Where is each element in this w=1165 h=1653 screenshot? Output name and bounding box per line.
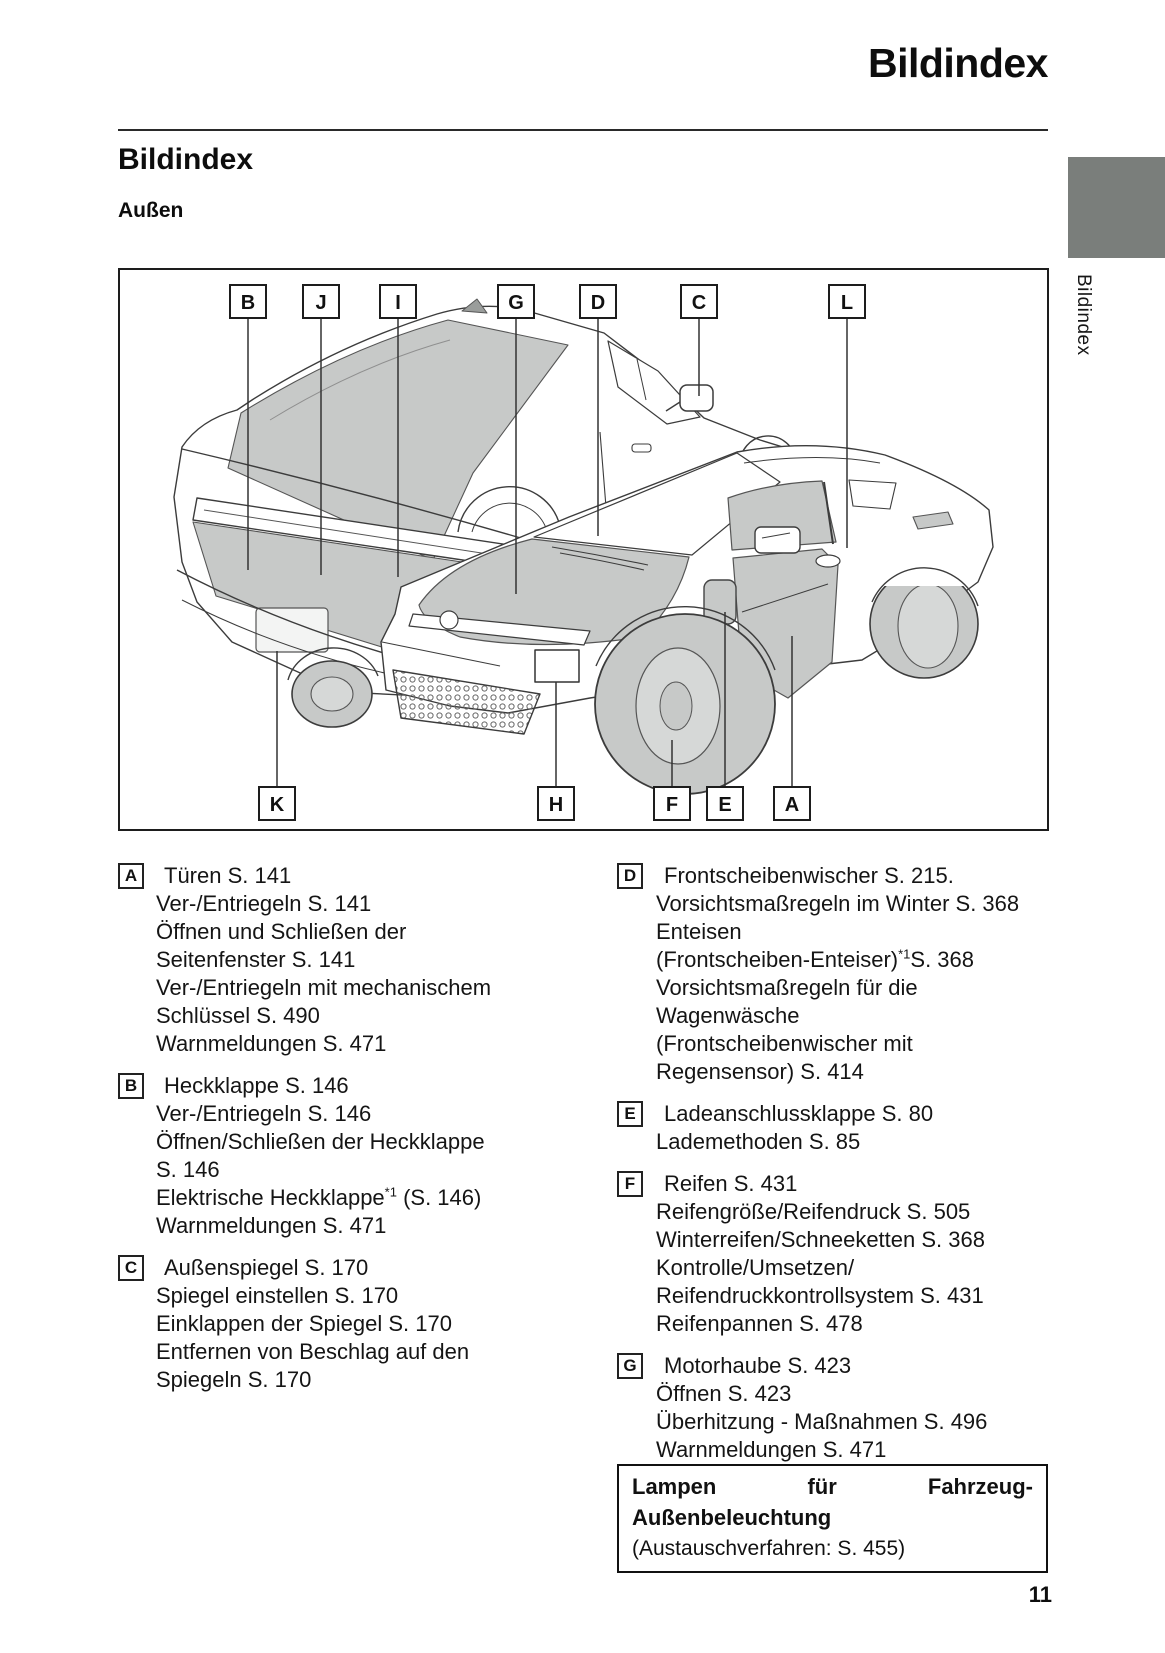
- callout-letter-F: F: [665, 794, 679, 816]
- rear-car-door-handle: [632, 444, 651, 452]
- callout-letter-I: I: [395, 292, 401, 314]
- entry-line: Öffnen/Schließen der Heckklappe: [156, 1129, 485, 1154]
- index-entry-A: [118, 862, 578, 1058]
- front-door-handle: [816, 555, 840, 567]
- index-entry-E: [617, 1100, 1057, 1156]
- footnote-marker: *1: [898, 946, 911, 962]
- note-line-3: (Austauschverfahren: S. 455): [632, 1537, 906, 1560]
- page-title: Bildindex: [867, 40, 1048, 86]
- entry-line: Überhitzung - Maßnahmen S. 496: [656, 1409, 988, 1434]
- callout-letter-G: G: [508, 292, 524, 314]
- entry-line: Winterreifen/Schneeketten S. 368: [656, 1227, 985, 1252]
- entry-line: Schlüssel S. 490: [156, 1003, 320, 1028]
- entry-line-with-footnote: Elektrische Heckklappe$^{*1}$ (S. 146): [156, 1184, 482, 1210]
- entry-line: Reifengröße/Reifendruck S. 505: [656, 1199, 971, 1224]
- callout-letter-K: K: [269, 794, 285, 816]
- callout-letter-J: J: [315, 292, 327, 314]
- rear-car-mirror: [680, 385, 713, 411]
- entry-line: Einklappen der Spiegel S. 170: [156, 1311, 452, 1336]
- entry-line: Öffnen und Schließen der: [156, 919, 407, 944]
- entry-line: Regensensor) S. 414: [656, 1059, 864, 1084]
- chapter-tab-marker: [1068, 157, 1165, 258]
- car-diagram-svg: [120, 270, 1047, 829]
- index-entry-B: [118, 1072, 578, 1240]
- entry-line: Lademethoden S. 85: [656, 1129, 861, 1154]
- brand-logo: [440, 611, 458, 629]
- callout-letter-B: B: [240, 292, 256, 314]
- entry-title: Heckklappe S. 146: [164, 1073, 349, 1098]
- index-column-left: [118, 862, 578, 1408]
- entry-title: Reifen S. 431: [664, 1171, 798, 1196]
- license-plate-recess: [256, 608, 328, 652]
- front-hub: [660, 682, 692, 730]
- exterior-overview-diagram: [118, 268, 1049, 831]
- subsection-heading: Außen: [118, 199, 184, 222]
- entry-line: Wagenwäsche: [656, 1003, 800, 1028]
- header-divider: [118, 129, 1048, 131]
- section-heading: Bildindex: [118, 143, 254, 176]
- front-car-mirror: [755, 527, 800, 553]
- index-column-right: [617, 862, 1057, 1478]
- index-entry-G: [617, 1352, 1057, 1464]
- entry-letter-G: G: [617, 1353, 643, 1379]
- note-line-2: Außenbeleuchtung: [632, 1505, 832, 1530]
- entry-line: Enteisen: [656, 919, 742, 944]
- callout-letter-D: D: [590, 292, 606, 314]
- entry-line: Ver-/Entriegeln S. 141: [156, 891, 372, 916]
- quarter-glass: [849, 480, 896, 509]
- entry-title: Motorhaube S. 423: [664, 1353, 852, 1378]
- entry-letter-A: A: [118, 863, 144, 889]
- entry-title: Frontscheibenwischer S. 215.: [664, 863, 954, 888]
- callout-letter-E: E: [718, 794, 732, 816]
- entry-line: Vorsichtsmaßregeln für die: [656, 975, 918, 1000]
- callout-letter-C: C: [691, 292, 707, 314]
- callout-letter-H: H: [548, 794, 564, 816]
- page-number: 11: [1028, 1582, 1052, 1607]
- entry-title: Ladeanschlussklappe S. 80: [664, 1101, 934, 1126]
- entry-title: Türen S. 141: [164, 863, 292, 888]
- entry-line: Warnmeldungen S. 471: [656, 1437, 887, 1462]
- entry-letter-D: D: [617, 863, 643, 889]
- note-line-1: Lampen für Fahrzeug-: [632, 1474, 1033, 1499]
- fog-lamp-unit: [535, 650, 579, 682]
- entry-line: Seitenfenster S. 141: [156, 947, 356, 972]
- rear-rim: [898, 584, 958, 668]
- callout-letter-L: L: [840, 292, 854, 314]
- entry-line: Ver-/Entriegeln mit mechanischem: [156, 975, 492, 1000]
- entry-line: Spiegel einstellen S. 170: [156, 1283, 399, 1308]
- entry-line: Ver-/Entriegeln S. 146: [156, 1101, 372, 1126]
- entry-line: Entfernen von Beschlag auf den: [156, 1339, 470, 1364]
- entry-letter-E: E: [617, 1101, 643, 1127]
- entry-line: Spiegeln S. 170: [156, 1367, 312, 1392]
- entry-letter-C: C: [118, 1255, 144, 1281]
- lamp-note-box: [617, 1464, 1048, 1573]
- entry-line: (Frontscheibenwischer mit: [656, 1031, 913, 1056]
- entry-letter-B: B: [118, 1073, 144, 1099]
- index-entry-C: [118, 1254, 578, 1394]
- entry-line: Öffnen S. 423: [656, 1381, 792, 1406]
- chapter-tab-label: Bildindex: [1073, 274, 1094, 356]
- rear-left-rim: [311, 677, 353, 711]
- entry-line-with-footnote: (Frontscheiben-Enteiser)$^{*1}$S. 368: [656, 946, 975, 972]
- index-entry-F: [617, 1170, 1057, 1338]
- entry-line: Vorsichtsmaßregeln im Winter S. 368: [656, 891, 1020, 916]
- entry-line: Warnmeldungen S. 471: [156, 1213, 387, 1238]
- entry-line: Reifendruckkontrollsystem S. 431: [656, 1283, 984, 1308]
- entry-line: S. 146: [156, 1157, 220, 1182]
- entry-title: Außenspiegel S. 170: [164, 1255, 369, 1280]
- footnote-marker: *1: [384, 1184, 397, 1200]
- entry-line: Reifenpannen S. 478: [656, 1311, 863, 1336]
- callout-letter-A: A: [784, 794, 800, 816]
- entry-line: Warnmeldungen S. 471: [156, 1031, 387, 1056]
- index-entry-D: [617, 862, 1057, 1086]
- entry-letter-F: F: [617, 1171, 643, 1197]
- entry-line: Kontrolle/Umsetzen/: [656, 1255, 855, 1280]
